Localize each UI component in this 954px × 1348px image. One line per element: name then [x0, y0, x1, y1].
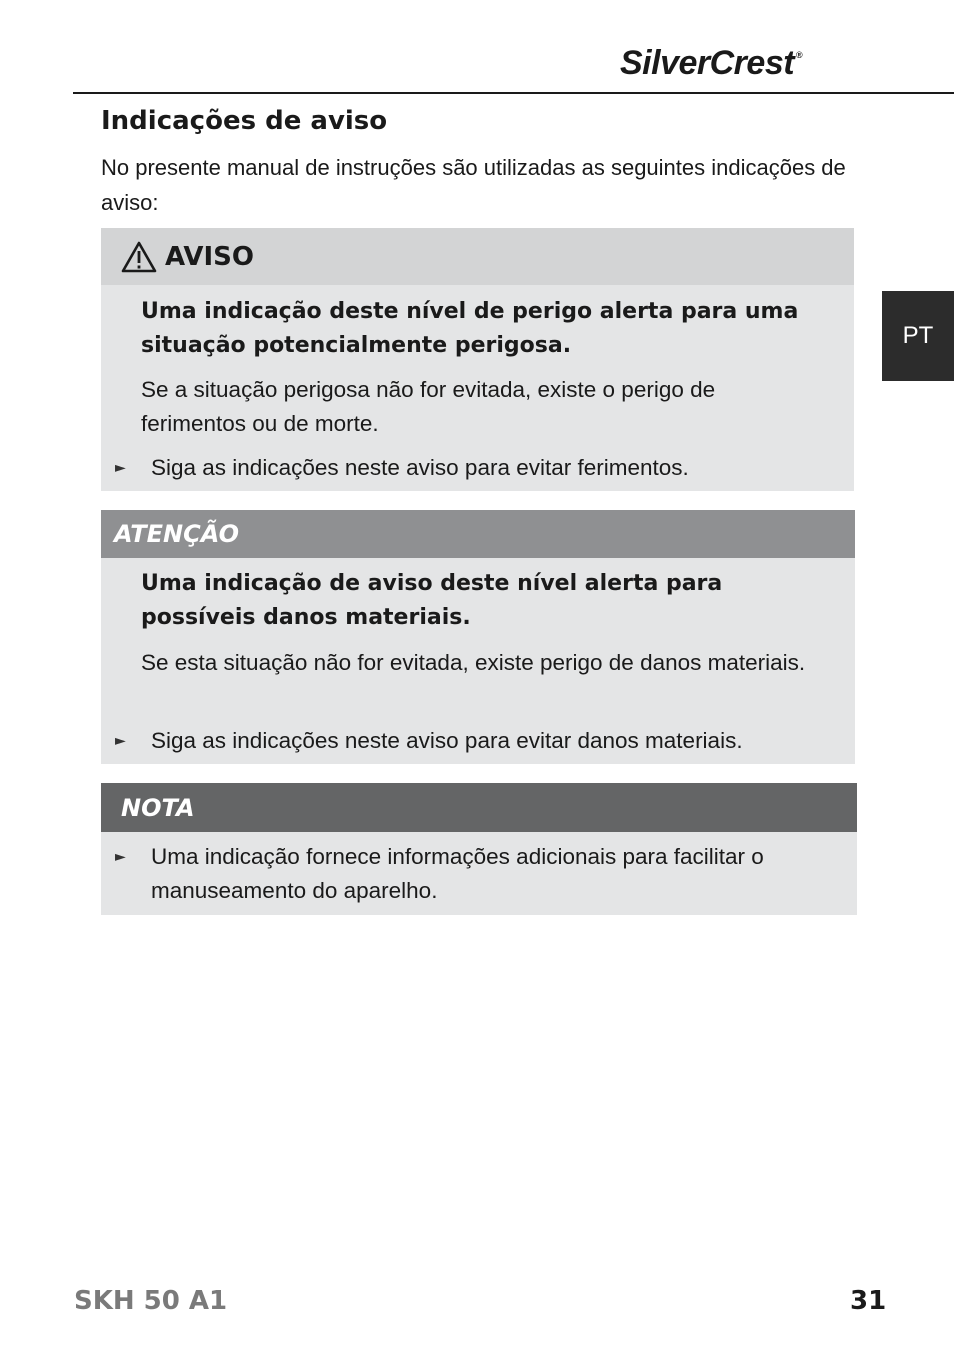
warning-bullet: [115, 451, 831, 485]
warning-box: [101, 228, 854, 491]
caution-label: ATENÇÃO: [114, 520, 239, 548]
intro-text: No presente manual de instruções são utilizadas as seguintes indicações de aviso:: [101, 155, 846, 215]
triangle-bullet-icon: ►: [115, 460, 126, 476]
triangle-bullet-icon: ►: [115, 733, 126, 749]
note-bullet-text: Uma indicação fornece informações adicionais para facilitar o manuseamento do aparelho.: [151, 844, 764, 903]
warning-text: Se a situação perigosa não for evitada, existe o perigo de ferimentos ou de morte.: [141, 377, 716, 436]
caution-bullet-text: Siga as indicações neste aviso para evitar danos materiais.: [151, 728, 743, 753]
note-label: NOTA: [121, 793, 195, 822]
caution-box: [101, 510, 855, 764]
warning-triangle-icon: [121, 241, 157, 273]
note-bullet: [115, 840, 841, 908]
caution-bullet: [115, 724, 831, 758]
section-title: Indicações de aviso: [101, 106, 388, 136]
footer-model: SKH 50 A1: [74, 1286, 228, 1316]
triangle-bullet-icon: ►: [115, 849, 126, 865]
silvercrest-logo: [620, 44, 890, 88]
language-tab-label: PT: [902, 322, 934, 349]
note-box: [101, 783, 857, 915]
warning-bold-text: Uma indicação deste nível de perigo alerta para uma situação potencialmente perigosa.: [141, 299, 799, 358]
caution-text: Se esta situação não for evitada, existe perigo de danos materiais.: [141, 650, 806, 675]
header-rule: [73, 92, 954, 94]
page-number: 31: [850, 1286, 887, 1316]
language-tab: [882, 291, 954, 381]
caution-bold-text: Uma indicação de aviso deste nível alerta para possíveis danos materiais.: [141, 571, 723, 630]
warning-box-header: [101, 228, 854, 285]
note-box-header: [101, 783, 857, 832]
caution-box-header: [101, 510, 855, 558]
registered-mark: ®: [796, 50, 803, 60]
warning-bullet-text: Siga as indicações neste aviso para evitar ferimentos.: [151, 455, 689, 480]
logo-text: SilverCrest: [620, 44, 795, 82]
warning-label: AVISO: [165, 241, 254, 272]
